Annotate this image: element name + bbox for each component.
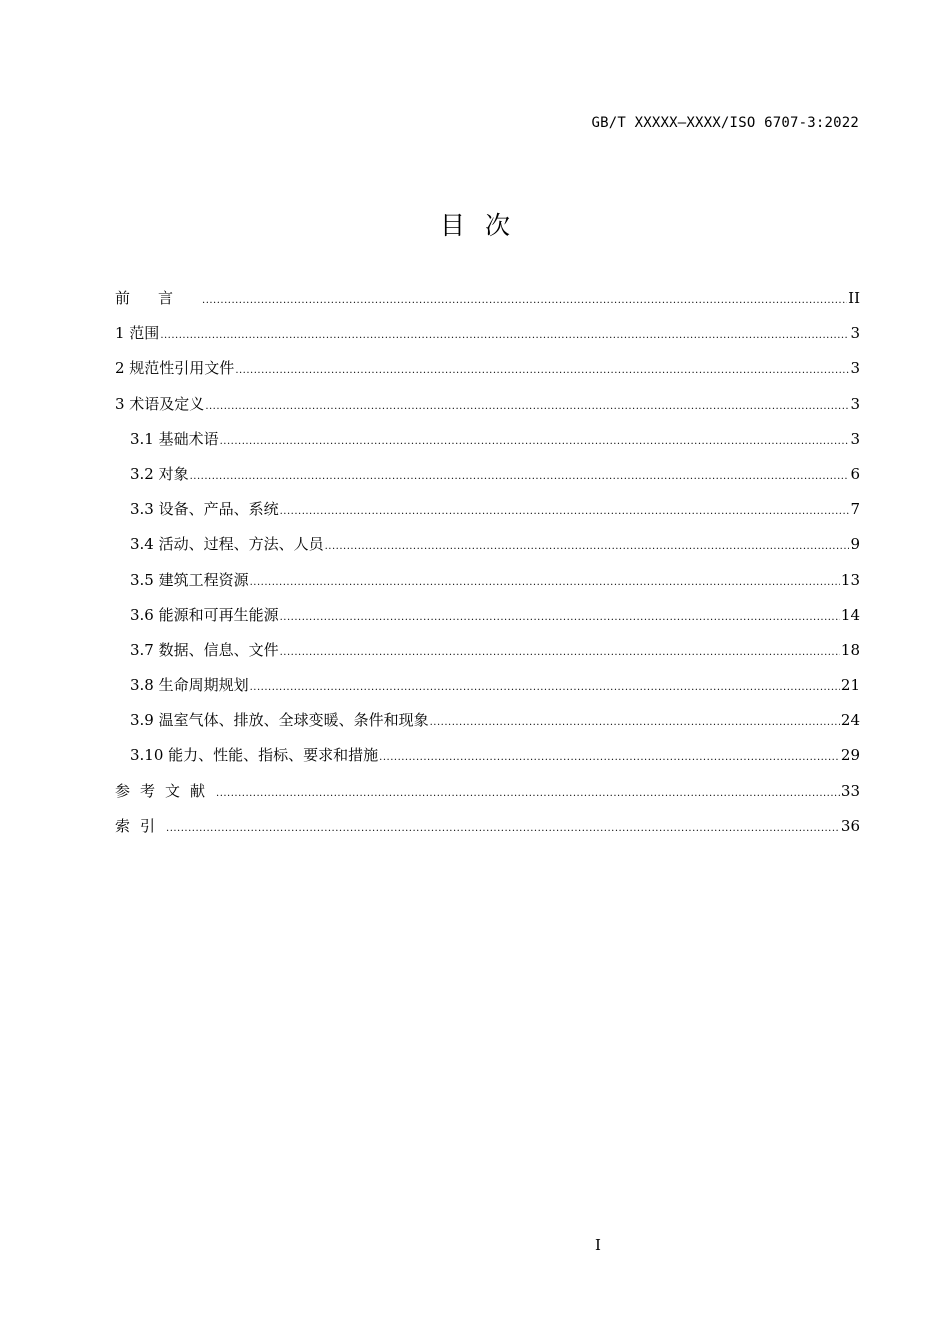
toc-entry-page: 24 (840, 711, 860, 730)
toc-entry-label: 3 术语及定义 (115, 394, 205, 413)
toc-leader (325, 534, 850, 559)
toc-entry-normative-references[interactable] (115, 356, 860, 391)
toc-entry-page: 18 (840, 640, 860, 659)
toc-entry-label: 前言 (115, 289, 202, 307)
toc-leader (280, 499, 850, 524)
toc-entry-label: 索引 (115, 816, 166, 835)
toc-entry-page: 33 (840, 781, 860, 800)
toc-entry-bibliography[interactable] (115, 779, 860, 814)
page-title: 目次 (439, 211, 530, 240)
toc-leader (250, 675, 840, 700)
toc-entry-page: 3 (850, 394, 860, 413)
toc-entry-label: 参考文献 (115, 781, 216, 800)
toc-leader (166, 816, 840, 841)
toc-entry-page: 29 (840, 746, 860, 765)
toc-entry-label: 3.2 对象 (130, 464, 189, 483)
toc-leader (280, 605, 840, 630)
toc-entry-page: 21 (840, 676, 860, 695)
toc-entry-foreword[interactable] (115, 286, 860, 321)
toc-entry-3-2[interactable] (115, 462, 860, 497)
toc-entry-page: 14 (840, 605, 860, 624)
toc-leader (160, 323, 849, 348)
toc-entry-page: 3 (850, 429, 860, 448)
toc-entry-index[interactable] (115, 814, 860, 849)
toc-entry-3-9[interactable] (115, 708, 860, 743)
toc-entry-scope[interactable] (115, 321, 860, 356)
toc-entry-label: 1 范围 (115, 324, 160, 343)
toc-leader (202, 288, 847, 313)
standard-code: GB/T XXXXX—XXXX/ISO 6707-3:2022 (591, 115, 859, 131)
toc-entry-label: 3.6 能源和可再生能源 (130, 605, 279, 624)
toc-leader (379, 745, 840, 770)
toc-entry-3-1[interactable] (115, 427, 860, 462)
toc-entry-label: 3.9 温室气体、排放、全球变暖、条件和现象 (130, 711, 429, 730)
toc-entry-page: 13 (840, 570, 860, 589)
toc-entry-terms-and-definitions[interactable] (115, 392, 860, 427)
toc-entry-label: 3.8 生命周期规划 (130, 676, 249, 695)
toc-entry-page: 36 (840, 816, 860, 835)
toc-entry-3-6[interactable] (115, 603, 860, 638)
toc-entry-label: 3.4 活动、过程、方法、人员 (130, 535, 324, 554)
toc-leader (216, 781, 840, 806)
toc-entry-label: 3.1 基础术语 (130, 429, 219, 448)
toc-entry-3-7[interactable] (115, 638, 860, 673)
toc-entry-page: 6 (850, 464, 860, 483)
toc-entry-page: 3 (850, 324, 860, 343)
toc-leader (220, 429, 850, 454)
page-number: I (595, 1236, 601, 1254)
toc-entry-3-3[interactable] (115, 497, 860, 532)
toc-entry-page: 9 (850, 535, 860, 554)
toc-entry-label: 3.7 数据、信息、文件 (130, 640, 279, 659)
toc-leader (190, 464, 850, 489)
toc-entry-label: 2 规范性引用文件 (115, 359, 235, 378)
toc-entry-3-8[interactable] (115, 673, 860, 708)
toc-entry-label: 3.10 能力、性能、指标、要求和措施 (130, 746, 379, 765)
toc-entry-label: 3.3 设备、产品、系统 (130, 500, 279, 519)
toc-entry-label: 3.5 建筑工程资源 (130, 570, 249, 589)
toc-leader (250, 570, 840, 595)
toc-leader (280, 640, 840, 665)
toc-entry-3-5[interactable] (115, 568, 860, 603)
toc-leader (235, 358, 849, 383)
toc-entry-page: II (848, 289, 860, 307)
toc-entry-3-4[interactable] (115, 532, 860, 567)
toc-entry-page: 7 (850, 500, 860, 519)
table-of-contents (115, 286, 860, 849)
toc-leader (205, 394, 849, 419)
toc-entry-3-10[interactable] (115, 743, 860, 778)
toc-leader (430, 710, 840, 735)
toc-entry-page: 3 (850, 359, 860, 378)
